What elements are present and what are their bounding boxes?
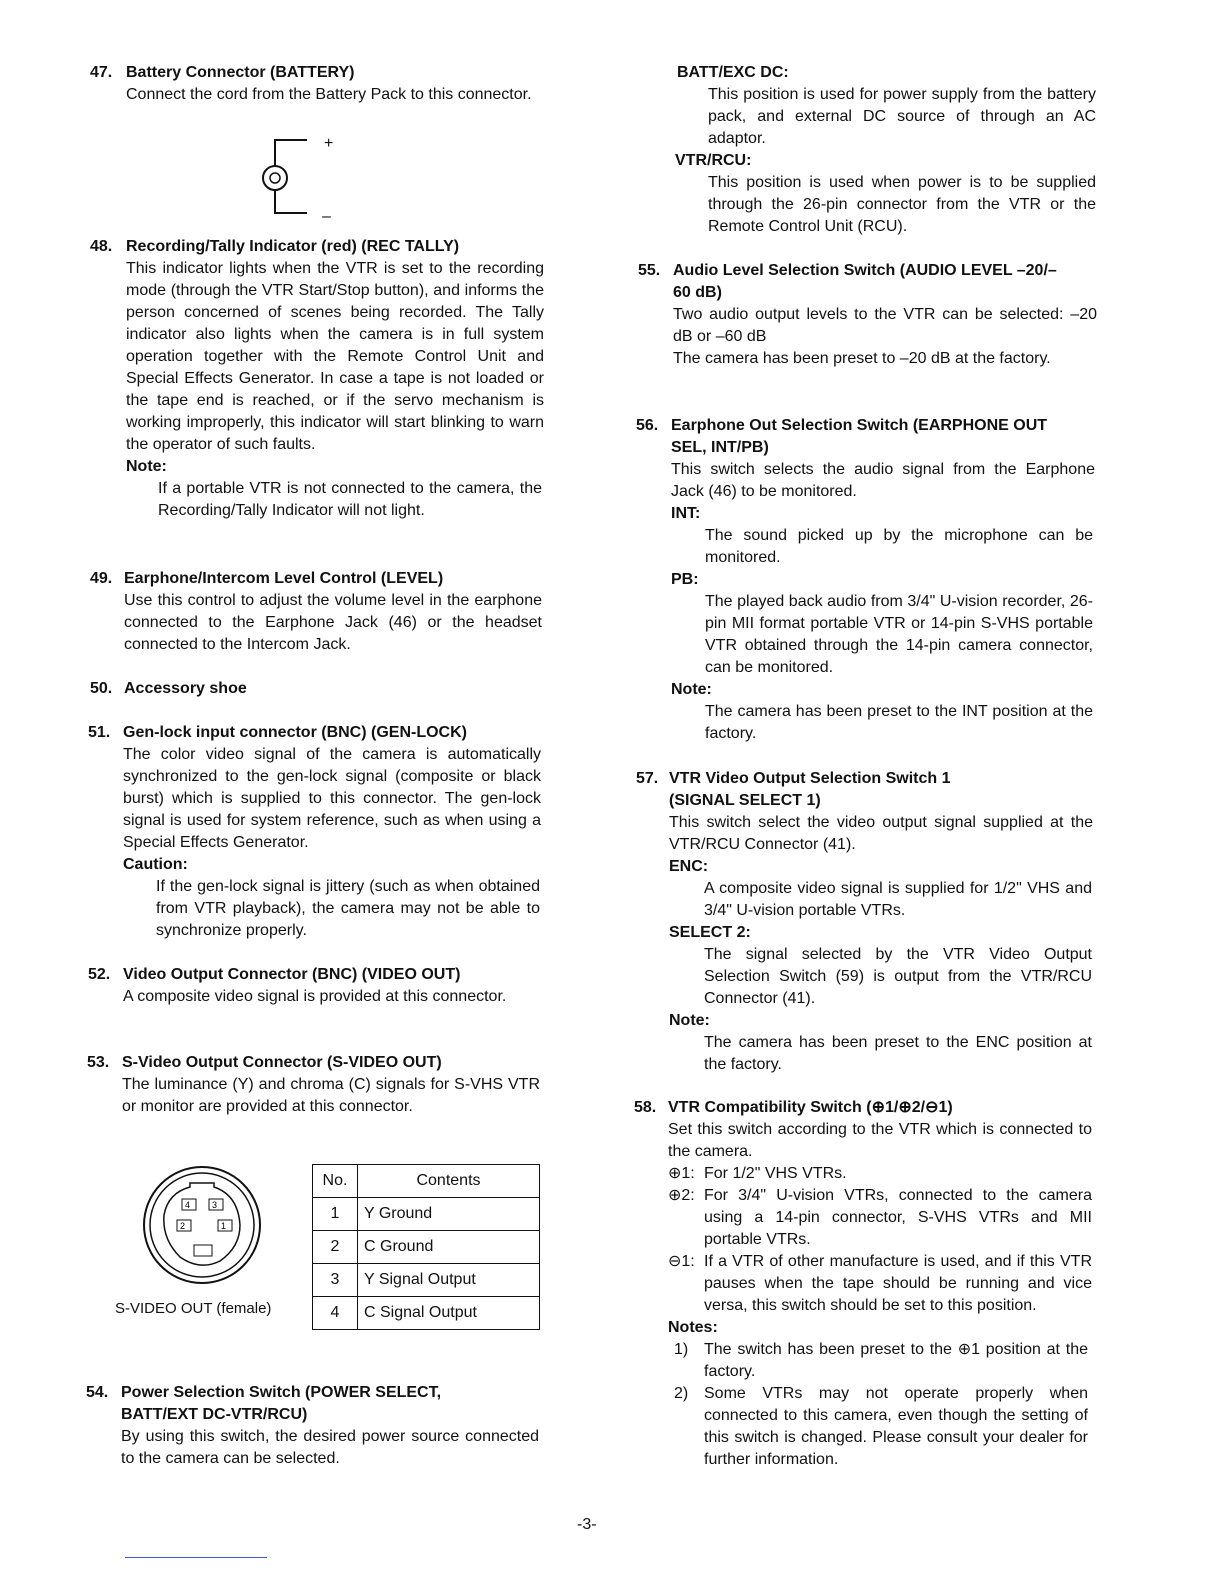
item-title: Earphone Out Selection Switch (EARPHONE OUT SEL, INT/PB) bbox=[671, 417, 1048, 456]
cell-contents: Y Ground bbox=[358, 1198, 540, 1231]
note-key: 2) bbox=[674, 1385, 689, 1402]
pin-label: 4 bbox=[185, 1200, 191, 1210]
item-body: This switch selects the audio signal from the Earphone Jack (46) to be monitored. bbox=[671, 461, 1095, 500]
item-body: The color video signal of the camera is automatically synchronized to the gen-lock signal (composite or black burst) which is supplied to this connector. The gen-lock signal is used for system reference, such as when using a Special Effects Generator. bbox=[123, 746, 541, 851]
pin-label: 1 bbox=[221, 1221, 227, 1231]
enc-text: A composite video signal is supplied for 1/2" VHS and 3/4" U-vision portable VTRs. bbox=[704, 880, 1092, 919]
caution-label: Caution: bbox=[123, 856, 188, 873]
item-number: 49. bbox=[90, 570, 113, 587]
header-contents: Contents bbox=[358, 1165, 540, 1198]
note-text: If a portable VTR is not connected to the camera, the Recording/Tally Indicator will not light. bbox=[158, 480, 542, 519]
item-number: 52. bbox=[88, 966, 111, 983]
pin-label: 3 bbox=[212, 1200, 218, 1210]
header-no: No. bbox=[313, 1165, 358, 1198]
caution-text: If the gen-lock signal is jittery (such as when obtained from VTR playback), the camera may not be able to synchronize properly. bbox=[156, 878, 540, 939]
int-text: The sound picked up by the microphone can be monitored. bbox=[705, 527, 1093, 566]
item-number: 54. bbox=[86, 1384, 109, 1401]
item-number: 55. bbox=[638, 262, 661, 279]
item-number: 57. bbox=[636, 770, 659, 787]
item-body: A composite video signal is provided at this connector. bbox=[123, 988, 507, 1005]
item-title: Video Output Connector (BNC) (VIDEO OUT) bbox=[123, 966, 461, 983]
s-video-pin-table bbox=[312, 1164, 540, 1330]
item-number: 50. bbox=[90, 680, 113, 697]
table-header-row bbox=[313, 1165, 540, 1198]
option-row bbox=[668, 1163, 1092, 1185]
cell-contents: C Signal Output bbox=[358, 1297, 540, 1330]
note-text: The camera has been preset to the ENC position at the factory. bbox=[704, 1034, 1092, 1073]
note-label: Note: bbox=[669, 1012, 710, 1029]
item-body: The luminance (Y) and chroma (C) signals for S-VHS VTR or monitor are provided at this connector. bbox=[122, 1076, 540, 1115]
cell-no: 2 bbox=[313, 1231, 358, 1264]
option-value: If a VTR of other manufacture is used, and if this VTR pauses when the tape should be running and vice versa, this switch should be set to this position. bbox=[704, 1253, 1092, 1314]
plus-label: + bbox=[324, 135, 334, 152]
note-label: Note: bbox=[671, 681, 712, 698]
option-key: ⊖1: bbox=[668, 1253, 695, 1270]
item-number: 58. bbox=[634, 1099, 657, 1116]
item-number: 48. bbox=[90, 238, 113, 255]
item-title: Recording/Tally Indicator (red) (REC TALLY) bbox=[126, 238, 460, 255]
item-body: By using this switch, the desired power source connected to the camera can be selected. bbox=[121, 1428, 539, 1467]
blue-rule bbox=[125, 1557, 267, 1558]
enc-label: ENC: bbox=[669, 858, 709, 875]
item-title: Gen-lock input connector (BNC) (GEN-LOCK) bbox=[123, 724, 467, 741]
diagram-caption: S-VIDEO OUT (female) bbox=[115, 1300, 272, 1317]
item-number: 56. bbox=[636, 417, 659, 434]
option-label: VTR/RCU: bbox=[675, 152, 752, 169]
option-key: ⊕2: bbox=[668, 1187, 695, 1204]
note-row bbox=[668, 1383, 1088, 1471]
item-title: Earphone/Intercom Level Control (LEVEL) bbox=[124, 570, 444, 587]
pb-label: PB: bbox=[671, 571, 699, 588]
option-value: For 1/2" VHS VTRs. bbox=[704, 1165, 847, 1182]
table-row bbox=[313, 1264, 540, 1297]
item-body: The camera has been preset to –20 dB at the factory. bbox=[673, 350, 1051, 367]
vtr-rcu-section bbox=[675, 150, 1095, 238]
note-row bbox=[668, 1339, 1088, 1383]
select2-text: The signal selected by the VTR Video Output Selection Switch (59) is output from the VTR/RCU Connector (41). bbox=[704, 946, 1092, 1007]
item-body: Use this control to adjust the volume level in the earphone connected to the Earphone Jack (46) or the headset connected to the Intercom Jack. bbox=[124, 592, 542, 653]
cell-no: 4 bbox=[313, 1297, 358, 1330]
pb-text: The played back audio from 3/4" U-vision recorder, 26-pin MII format portable VTR or 14-pin S-VHS portable VTR obtained through the 14-pin camera connector, can be monitored. bbox=[705, 593, 1093, 676]
int-label: INT: bbox=[671, 505, 701, 522]
item-number: 51. bbox=[88, 724, 111, 741]
minus-label: – bbox=[322, 208, 331, 225]
item-title: S-Video Output Connector (S-VIDEO OUT) bbox=[122, 1054, 442, 1071]
item-number: 53. bbox=[87, 1054, 110, 1071]
select2-label: SELECT 2: bbox=[669, 924, 751, 941]
note-text: The camera has been preset to the INT position at the factory. bbox=[705, 703, 1093, 742]
table-row bbox=[313, 1198, 540, 1231]
cell-no: 3 bbox=[313, 1264, 358, 1297]
note-label: Note: bbox=[126, 458, 167, 475]
option-row bbox=[668, 1185, 1092, 1251]
item-body: Connect the cord from the Battery Pack to this connector. bbox=[126, 86, 532, 103]
item-body: This indicator lights when the VTR is set to the recording mode (through the VTR Start/Stop button), and informs the person concerned of scenes being recorded. The Tally indicator also lights when the camera is in full system operation together with the Remote Control Unit and Special Effects Generator. In case a tape is not loaded or the tape end is reached, or if the servo mechanism is working improperly, this indicator will start blinking to warn the operator of such faults. bbox=[126, 260, 544, 453]
option-key: ⊕1: bbox=[668, 1165, 695, 1182]
notes-label: Notes: bbox=[668, 1319, 718, 1336]
item-number: 47. bbox=[90, 64, 113, 81]
note-value: Some VTRs may not operate properly when connected to this camera, even though the setting of this switch is changed. Please consult your dealer for further information. bbox=[704, 1385, 1088, 1468]
pin-label: 2 bbox=[180, 1221, 186, 1231]
item-body: Set this switch according to the VTR which is connected to the camera. bbox=[668, 1121, 1092, 1160]
cell-contents: C Ground bbox=[358, 1231, 540, 1264]
item-title: VTR Video Output Selection Switch 1 (SIGNAL SELECT 1) bbox=[669, 770, 951, 809]
item-title: VTR Compatibility Switch (⊕1/⊕2/⊖1) bbox=[668, 1099, 953, 1116]
option-label: BATT/EXC DC: bbox=[677, 64, 789, 81]
note-key: 1) bbox=[674, 1341, 689, 1358]
item-title: Power Selection Switch (POWER SELECT, BATT/EXT DC-VTR/RCU) bbox=[121, 1384, 442, 1423]
cell-no: 1 bbox=[313, 1198, 358, 1231]
table-row bbox=[313, 1297, 540, 1330]
page-number: -3- bbox=[577, 1516, 597, 1533]
item-body: Two audio output levels to the VTR can be selected: –20 dB or –60 dB bbox=[673, 306, 1097, 345]
option-text: This position is used when power is to be supplied through the 26-pin connector from the VTR or the Remote Control Unit (RCU). bbox=[708, 174, 1096, 235]
s-video-connector-diagram bbox=[140, 1165, 264, 1285]
option-row bbox=[668, 1251, 1092, 1317]
cell-contents: Y Signal Output bbox=[358, 1264, 540, 1297]
option-value: For 3/4" U-vision VTRs, connected to the camera using a 14-pin connector, S-VHS VTRs and MII portable VTRs. bbox=[704, 1187, 1092, 1248]
item-title: Accessory shoe bbox=[124, 680, 247, 697]
option-text: This position is used for power supply from the battery pack, and external DC source of through an AC adaptor. bbox=[708, 86, 1096, 147]
note-value: The switch has been preset to the ⊕1 position at the factory. bbox=[704, 1341, 1088, 1380]
item-title: Audio Level Selection Switch (AUDIO LEVEL –20/–60 dB) bbox=[673, 262, 1057, 301]
table-row bbox=[313, 1231, 540, 1264]
item-body: This switch select the video output signal supplied at the VTR/RCU Connector (41). bbox=[669, 814, 1093, 853]
batt-exc-dc-section bbox=[677, 62, 1097, 150]
item-title: Battery Connector (BATTERY) bbox=[126, 64, 355, 81]
